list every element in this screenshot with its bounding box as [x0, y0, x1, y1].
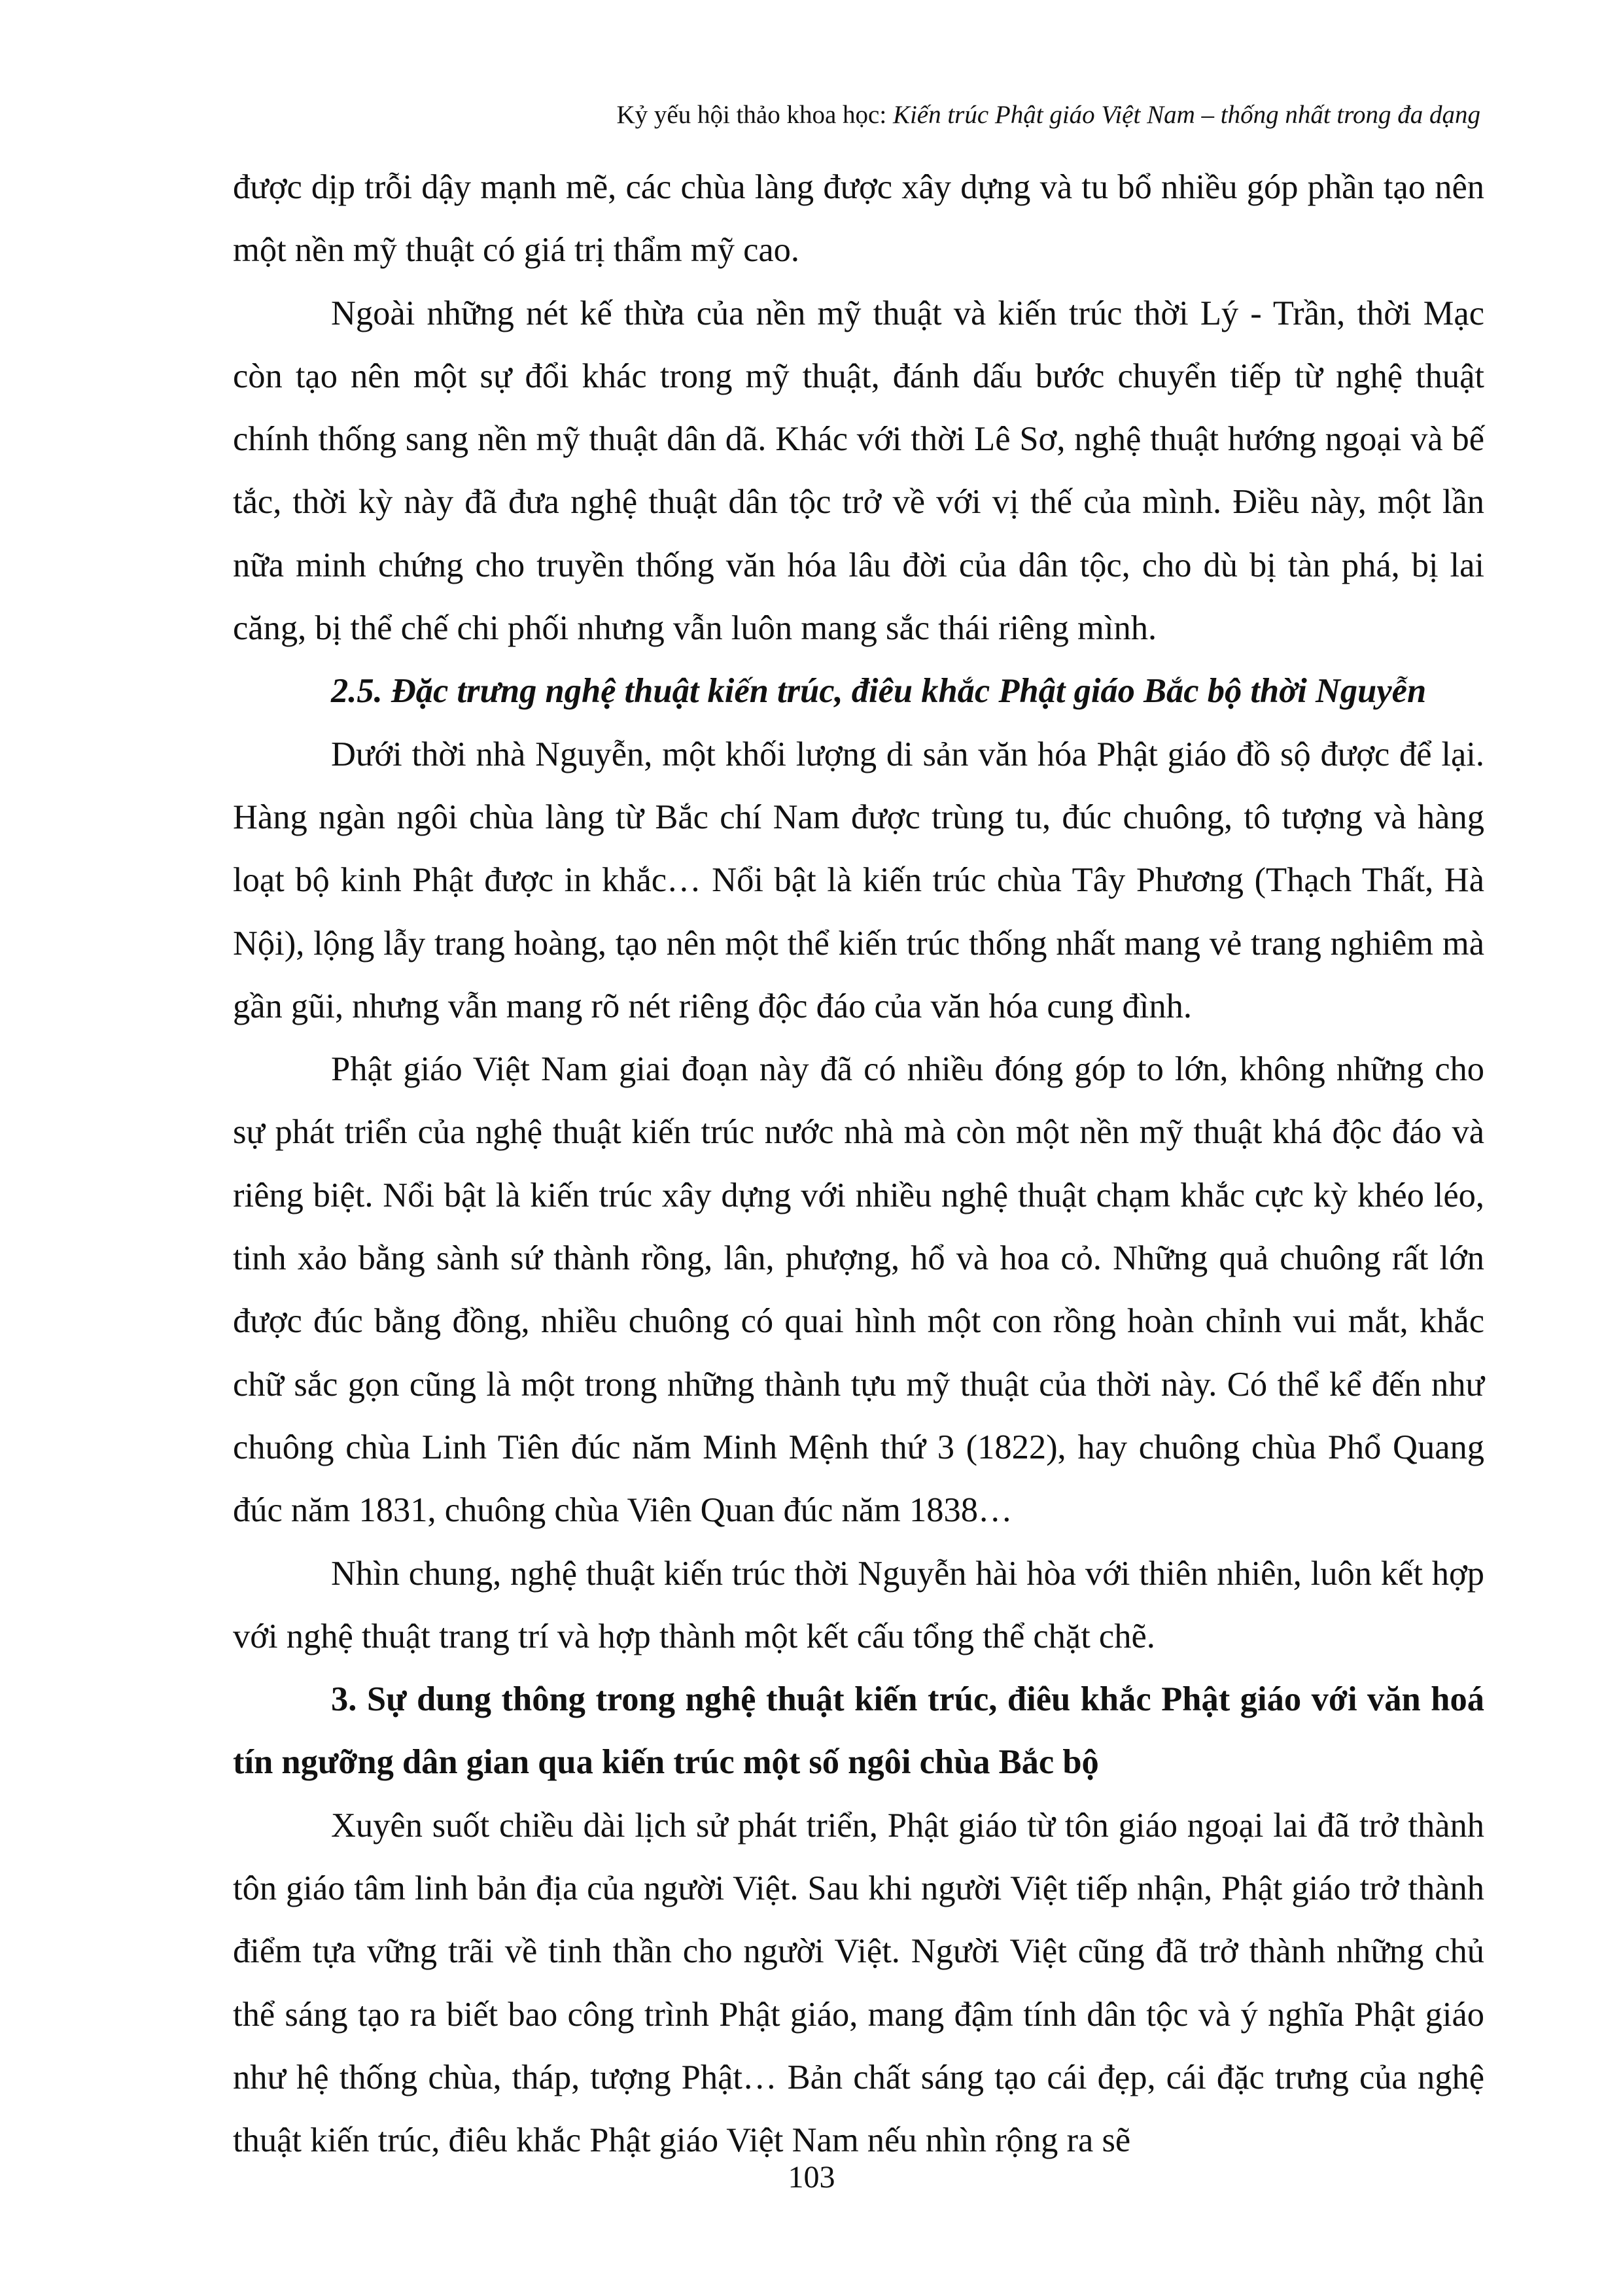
paragraph-buddhism-history: Xuyên suốt chiều dài lịch sử phát triển, Phật giáo từ tôn giáo ngoại lai đã trở thành tôn giáo tâm linh bản địa của người Việt. Sau khi người Việt tiếp nhận, Phật giáo trở thành điểm tựa vững trãi về tinh thần cho người Việt. Người Việt cũng đã trở thành những chủ thể sáng tạo ra biết bao công trình Phật giáo, mang đậm tính dân tộc và ý nghĩa Phật giáo như hệ thống chùa, tháp, tượng Phật… Bản chất sáng tạo cái đẹp, cái đặc trưng của nghệ thuật kiến trúc, điêu khắc Phật giáo Việt Nam nếu nhìn rộng ra sẽ: [233, 1806, 1484, 2160]
paragraph-continued: được dịp trỗi dậy mạnh mẽ, các chùa làng được xây dựng và tu bổ nhiều góp phần tạo nên một nền mỹ thuật có giá trị thẩm mỹ cao.: [233, 168, 1484, 270]
running-header-prefix: Kỷ yếu hội thảo khoa học:: [616, 101, 893, 129]
paragraph-nguyen-summary: Nhìn chung, nghệ thuật kiến trúc thời Nguyễn hài hòa với thiên nhiên, luôn kết hợp với nghệ thuật trang trí và hợp thành một kết cấu tổng thể chặt chẽ.: [233, 1554, 1484, 1655]
section-heading-2-5: 2.5. Đặc trưng nghệ thuật kiến trúc, điêu khắc Phật giáo Bắc bộ thời Nguyễn: [331, 672, 1427, 711]
paragraph-mac-period: Ngoài những nét kế thừa của nền mỹ thuật và kiến trúc thời Lý - Trần, thời Mạc còn tạo nên một sự đổi khác trong mỹ thuật, đánh dấu bước chuyển tiếp từ nghệ thuật chính thống sang nền mỹ thuật dân dã. Khác với thời Lê Sơ, nghệ thuật hướng ngoại và bế tắc, thời kỳ này đã đưa nghệ thuật dân tộc trở về với vị thế của mình. Điều này, một lần nữa minh chứng cho truyền thống văn hóa lâu đời của dân tộc, cho dù bị tàn phá, bị lai căng, bị thể chế chi phối nhưng vẫn luôn mang sắc thái riêng mình.: [233, 294, 1484, 648]
paragraph-nguyen-contributions: Phật giáo Việt Nam giai đoạn này đã có nhiều đóng góp to lớn, không những cho sự phát triển của nghệ thuật kiến trúc nước nhà mà còn một nền mỹ thuật khá độc đáo và riêng biệt. Nổi bật là kiến trúc xây dựng với nhiều nghệ thuật chạm khắc cực kỳ khéo léo, tinh xảo bằng sành sứ thành rồng, lân, phượng, hổ và hoa cỏ. Những quả chuông rất lớn được đúc bằng đồng, nhiều chuông có quai hình một con rồng hoàn chỉnh vui mắt, khắc chữ sắc gọn cũng là một trong những thành tựu mỹ thuật của thời này. Có thể kể đến như chuông chùa Linh Tiên đúc năm Minh Mệnh thứ 3 (1822), hay chuông chùa Phổ Quang đúc năm 1831, chuông chùa Viên Quan đúc năm 1838…: [233, 1050, 1484, 1530]
paragraph-nguyen-heritage: Dưới thời nhà Nguyễn, một khối lượng di sản văn hóa Phật giáo đồ sộ được để lại. Hàng ngàn ngôi chùa làng từ Bắc chí Nam được trùng tu, đúc chuông, tô tượng và hàng loạt bộ kinh Phật được in khắc… Nổi bật là kiến trúc chùa Tây Phương (Thạch Thất, Hà Nội), lộng lẫy trang hoàng, tạo nên một thể kiến trúc thống nhất mang vẻ trang nghiêm mà gần gũi, nhưng vẫn mang rõ nét riêng độc đáo của văn hóa cung đình.: [233, 735, 1484, 1025]
running-header-title: Kiến trúc Phật giáo Việt Nam – thống nhất trong đa dạng: [892, 101, 1480, 129]
running-header: [617, 99, 1480, 131]
page-number: 103: [788, 2160, 835, 2195]
page-body: [233, 156, 1484, 2172]
section-heading-3: 3. Sự dung thông trong nghệ thuật kiến trúc, điêu khắc Phật giáo với văn hoá tín ngưỡng dân gian qua kiến trúc một số ngôi chùa Bắc bộ: [233, 1680, 1484, 1782]
